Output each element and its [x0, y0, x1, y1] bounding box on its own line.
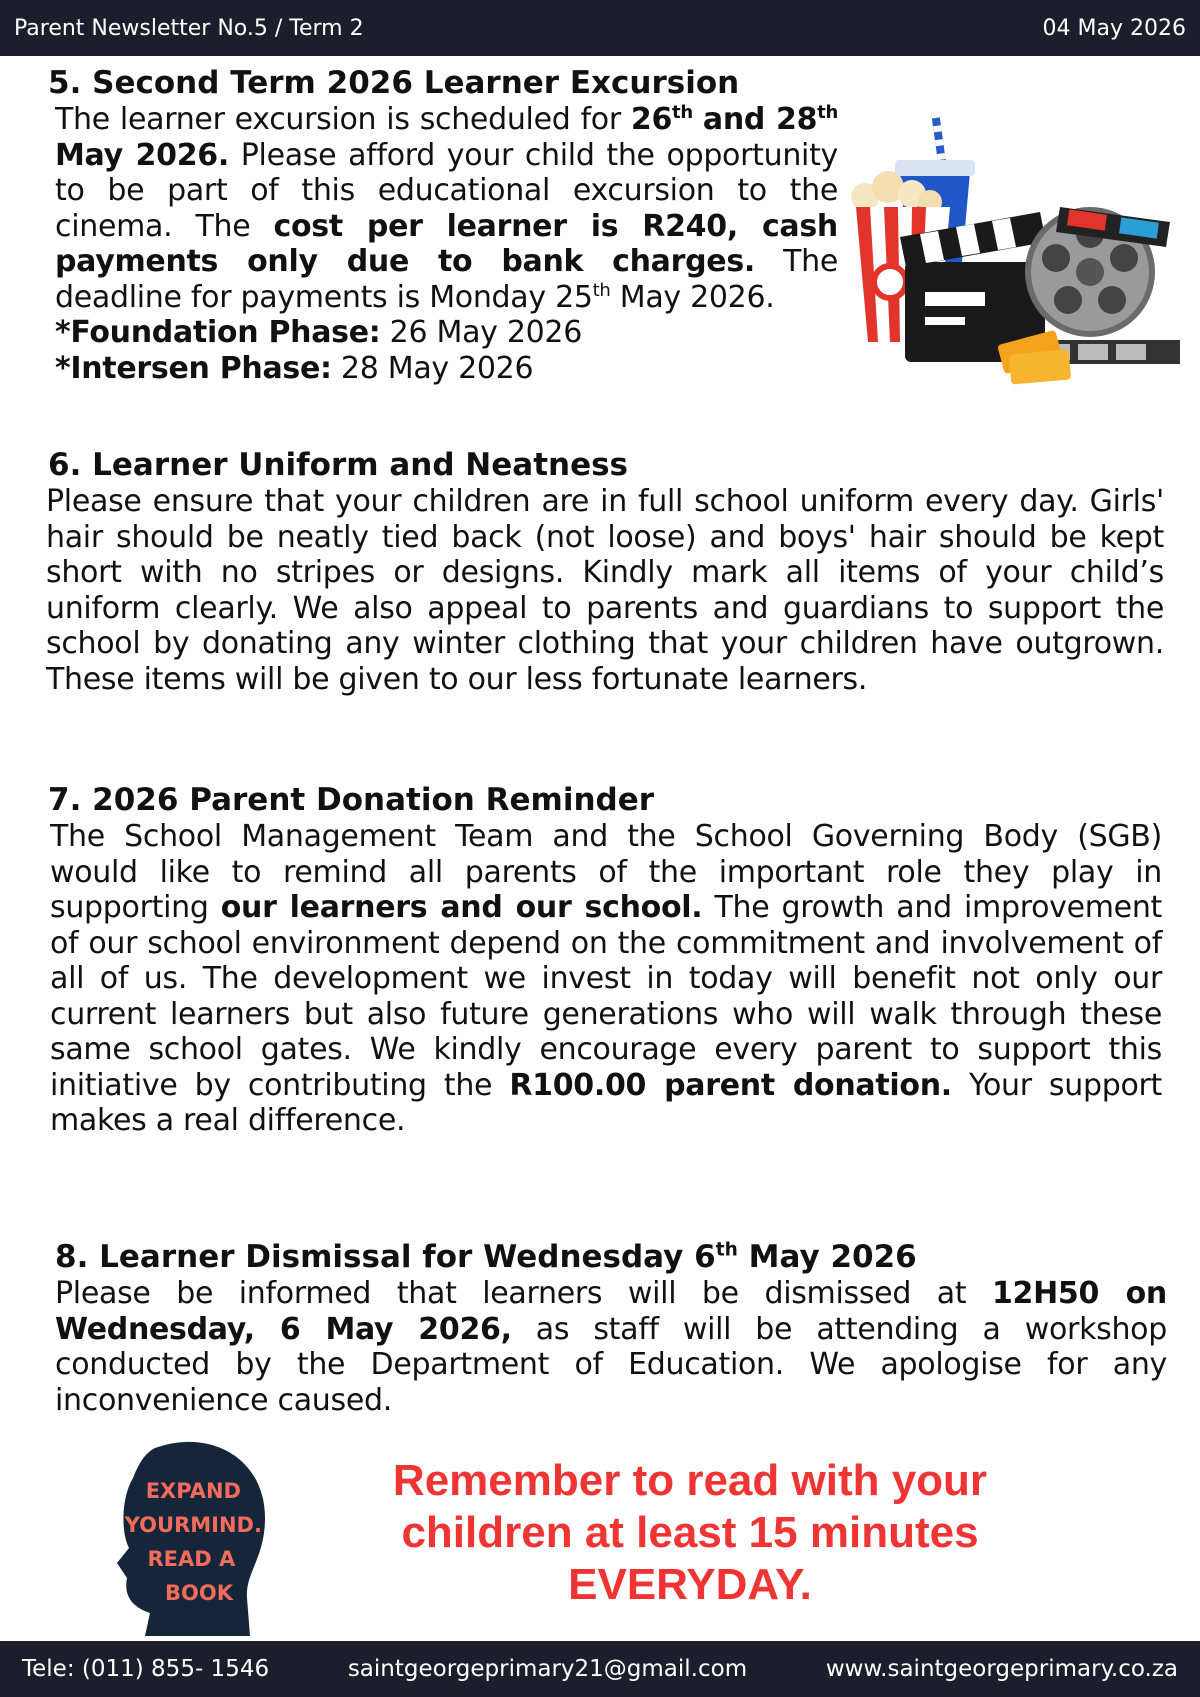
section-body: The learner excursion is scheduled for 26th and 28th May 2026. Please afford your child the opportunity to be part of this educational excursion to the cinema. The cost per learner is R240, cash payments only due to bank charges. The deadline for payments is Monday 25th May 2026.	[55, 102, 838, 315]
section-body: Please be informed that learners will be dismissed at 12H50 on Wednesday, 6 May 2026, as staff will be attending a workshop conducted by the Department of Education. We apologise for any inconvenience caused.	[55, 1276, 1167, 1418]
section-heading: 6. Learner Uniform and Neatness	[48, 447, 629, 483]
footer-email[interactable]: saintgeorgeprimary21@gmail.com	[347, 1656, 748, 1682]
section-heading: 8. Learner Dismissal for Wednesday 6th May 2026	[55, 1239, 917, 1275]
phase-dates: *Foundation Phase: 26 May 2026 *Intersen Phase: 28 May 2026	[55, 315, 582, 386]
logo-text: EXPAND YOURMIND. READ A BOOK	[124, 1479, 262, 1605]
header-bar	[0, 0, 1200, 56]
section-uniform	[46, 446, 1164, 697]
read-a-book-logo	[115, 1438, 275, 1638]
reminder-line-2: children at least 15 minutes	[401, 1508, 979, 1557]
section-heading: 7. 2026 Parent Donation Reminder	[48, 782, 655, 818]
section-donation	[48, 781, 1162, 1139]
reminder-line-1: Remember to read with your	[392, 1456, 988, 1505]
section-body: Please ensure that your children are in full school uniform every day. Girls' hair should be neatly tied back (not loose) and boys' hair should be kept short with no stripes or designs. Kindly mark all items of your child’s uniform clearly. We also appeal to parents and guardians to support the school by donating any winter clothing that your children have outgrown. These items will be given to our less fortunate learners.	[46, 484, 1164, 697]
section-dismissal	[55, 1238, 1167, 1418]
footer-website[interactable]: www.saintgeorgeprimary.co.za	[825, 1656, 1178, 1682]
footer-bar	[0, 1641, 1200, 1697]
footer-telephone: Tele: (011) 855- 1546	[22, 1656, 270, 1682]
reminder-line-3: EVERYDAY.	[568, 1560, 812, 1609]
section-body: The School Management Team and the School Governing Body (SGB) would like to remind all parents of the important role they play in supporting our learners and our school. The growth and improvement of our school environment depend on the commitment and involvement of all of us. The development we invest in today will benefit not only our current learners but also future generations who will walk through these same school gates. We kindly encourage every parent to support this initiative by contributing the R100.00 parent donation. Your support makes a real difference.	[50, 819, 1163, 1138]
newsletter-title: Parent Newsletter No.5 / Term 2	[14, 15, 364, 41]
section-heading: 5. Second Term 2026 Learner Excursion	[48, 65, 740, 101]
newsletter-date: 04 May 2026	[1042, 15, 1186, 41]
cinema-illustration	[850, 112, 1180, 392]
reading-reminder	[300, 1455, 1080, 1611]
section-excursion	[48, 64, 838, 386]
